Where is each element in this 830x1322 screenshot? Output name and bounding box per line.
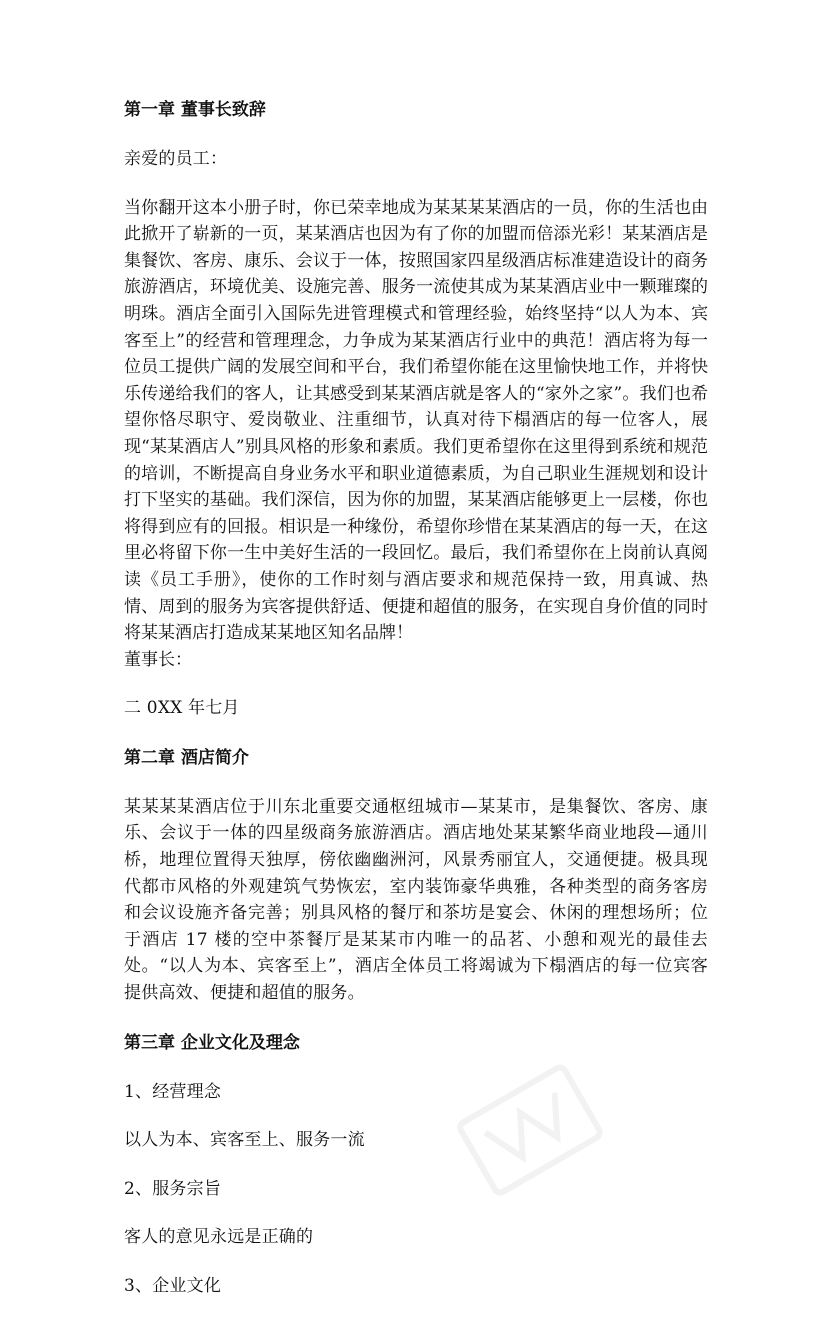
section-title-corporate-culture: 3、企业文化 — [124, 1276, 222, 1296]
chapter1-heading: 第一章 董事长致辞 — [124, 100, 266, 120]
watermark-icon — [430, 1050, 630, 1210]
chairman-letter — [124, 195, 708, 674]
chapter3-heading: 第三章 企业文化及理念 — [124, 1032, 300, 1053]
hotel-introduction: 某某某某酒店位于川东北重要交通枢纽城市—某某市，是集餐饮、客房、康乐、会议于一体的四星级商务旅游酒店。酒店地处某某繁华商业地段—通川桥，地理位置得天独厚，傍依幽幽洲河，风景秀丽宜人，交通便捷。极具现代都市风格的外观建筑气势恢宏，室内装饰豪华典雅，各种类型的商务客房和会议设施齐备完善；别具风格的餐厅和茶坊是宴会、休闲的理想场所；位于酒店 17 楼的空中茶餐厅是某某市内唯一的品茗、小憩和观光的最佳去处。“以人为本、宾客至上”，酒店全体员工将竭诚为下榻酒店的每一位宾客提供高效、便捷和超值的服务。 — [124, 796, 708, 1004]
section-title-business-philosophy: 1、经营理念 — [124, 1081, 222, 1102]
greeting: 亲爱的员工： — [124, 149, 228, 169]
section-title-service-purpose: 2、服务宗旨 — [124, 1178, 222, 1199]
letter-body: 当你翻开这本小册子时，你已荣幸地成为某某某某酒店的一员，你的生活也由此掀开了崭新的一页，某某酒店也因为有了你的加盟而倍添光彩！某某酒店是集餐饮、客房、康乐、会议于一体，按照国家四星级酒店标准建造设计的商务旅游酒店，环境优美、设施完善、服务一流使其成为某某酒店业中一颗璀璨的明珠。酒店全面引入国际先进管理模式和管理经验，始终坚持“以人为本、宾客至上”的经营和管理理念，力争成为某某酒店行业中的典范！酒店将为每一位员工提供广阔的发展空间和平台，我们希望你能在这里愉快地工作，并将快乐传递给我们的客人，让其感受到某某酒店就是客人的“家外之家”。我们也希望你恪尽职守、爱岗敬业、注重细节，认真对待下榻酒店的每一位客人，展现“某某酒店人”别具风格的形象和素质。我们更希望你在这里得到系统和规范的培训，不断提高自身业务水平和职业道德素质，为自己职业生涯规划和设计打下坚实的基础。我们深信，因为你的加盟，某某酒店能够更上一层楼，你也将得到应有的回报。相识是一种缘份，希望你珍惜在某某酒店的每一天，在这里必将留下你一生中美好生活的一段回忆。最后，我们希望你在上岗前认真阅读《员工手册》，使你的工作时刻与酒店要求和规范保持一致，用真诚、热情、周到的服务为宾客提供舒适、便捷和超值的服务，在实现自身价值的同时将某某酒店打造成某某地区知名品牌！ — [124, 197, 708, 644]
letter-date: 二 0XX 年七月 — [124, 698, 240, 719]
section-content-service-purpose: 客人的意见永远是正确的 — [124, 1227, 314, 1248]
signature: 董事长： — [124, 649, 192, 670]
section-content-business-philosophy: 以人为本、宾客至上、服务一流 — [124, 1130, 365, 1151]
chapter2-heading: 第二章 酒店简介 — [124, 747, 249, 768]
